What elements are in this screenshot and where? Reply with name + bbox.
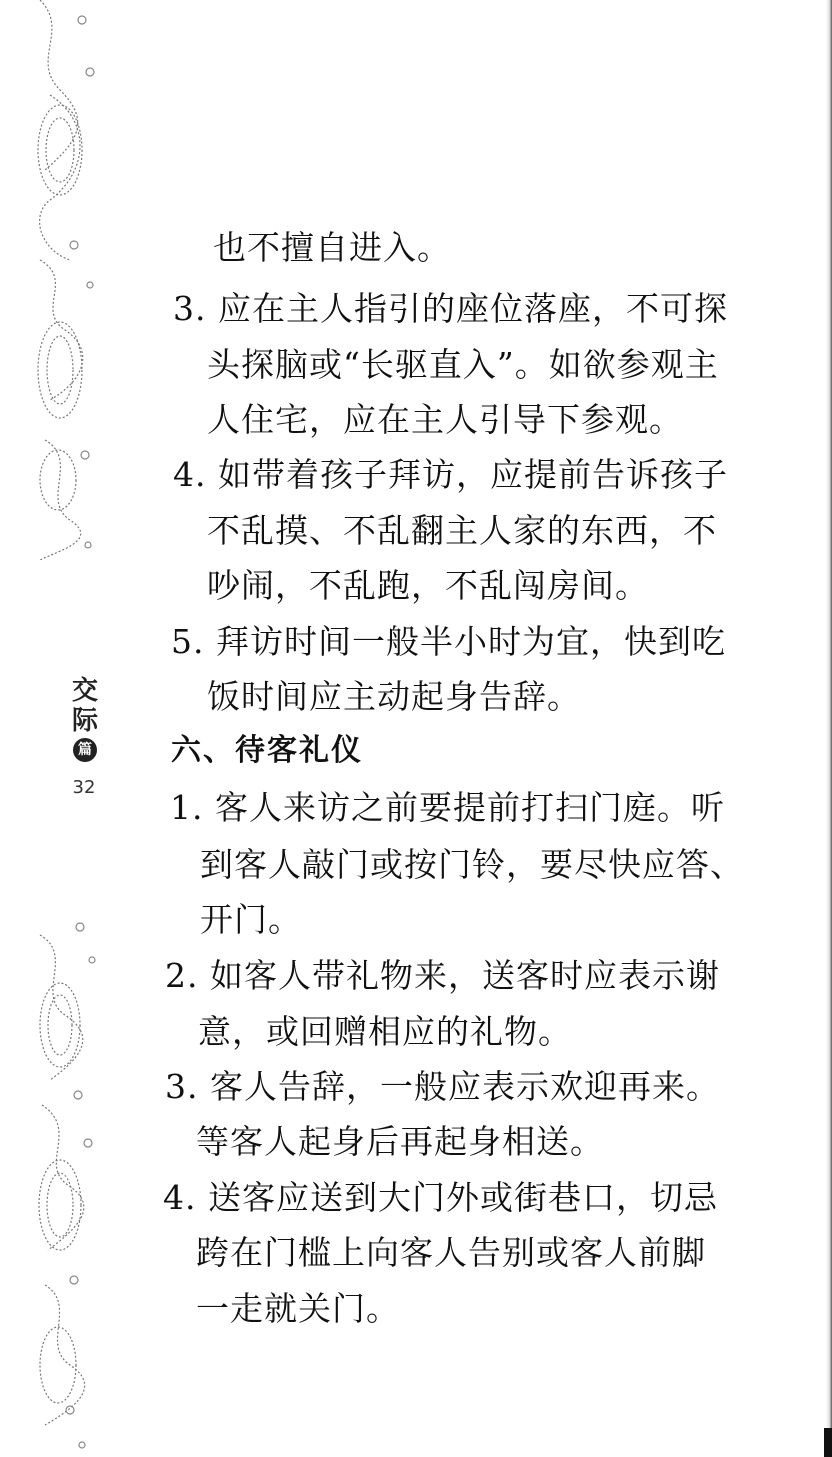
page-number: 32: [72, 777, 96, 798]
text-line: 3. 客人告辞，一般应表示欢迎再来。: [165, 1067, 720, 1106]
seal-icon: 篇: [73, 738, 97, 762]
text-line: 4. 如带着孩子拜访，应提前告诉孩子: [173, 455, 728, 494]
text-line: 人住宅，应在主人引导下参观。: [207, 400, 683, 439]
text-line: 到客人敲门或按门铃，要尽快应答、: [200, 845, 744, 884]
text-line: 3. 应在主人指引的座位落座，不可探: [173, 289, 728, 328]
text-line: 也不擅自进入。: [213, 228, 451, 267]
text-line: 4. 送客应送到大门外或街巷口，切忌: [163, 1178, 718, 1217]
text-line: 跨在门槛上向客人告别或客人前脚: [196, 1233, 706, 1272]
chapter-side-title: [68, 676, 102, 762]
text-line: 头探脑或“长驱直入”。如欲参观主: [207, 345, 719, 384]
text-line: 1. 客人来访之前要提前打扫门庭。听: [170, 788, 725, 827]
text-line: 饭时间应主动起身告辞。: [207, 677, 581, 716]
page-edge-shadow: [826, 0, 832, 1457]
section-heading: 六、待客礼仪: [171, 733, 363, 768]
text-line: 等客人起身后再起身相送。: [196, 1122, 604, 1161]
text-line: 5. 拜访时间一般半小时为宜，快到吃: [171, 622, 726, 661]
text-line: 一走就关门。: [196, 1289, 400, 1328]
text-line: 不乱摸、不乱翻主人家的东西，不: [207, 511, 717, 550]
text-line: 意，或回赠相应的礼物。: [198, 1012, 572, 1051]
side-title-char: 交: [71, 676, 98, 706]
text-line: 开门。: [200, 900, 302, 939]
side-title-char: 际: [71, 706, 98, 736]
decorative-border-bottom: [30, 905, 100, 1457]
text-line: 2. 如客人带礼物来，送客时应表示谢: [165, 956, 720, 995]
decorative-border-top: [30, 0, 100, 560]
page-edge-mark: [824, 1428, 832, 1457]
text-line: 吵闹，不乱跑，不乱闯房间。: [207, 566, 649, 605]
